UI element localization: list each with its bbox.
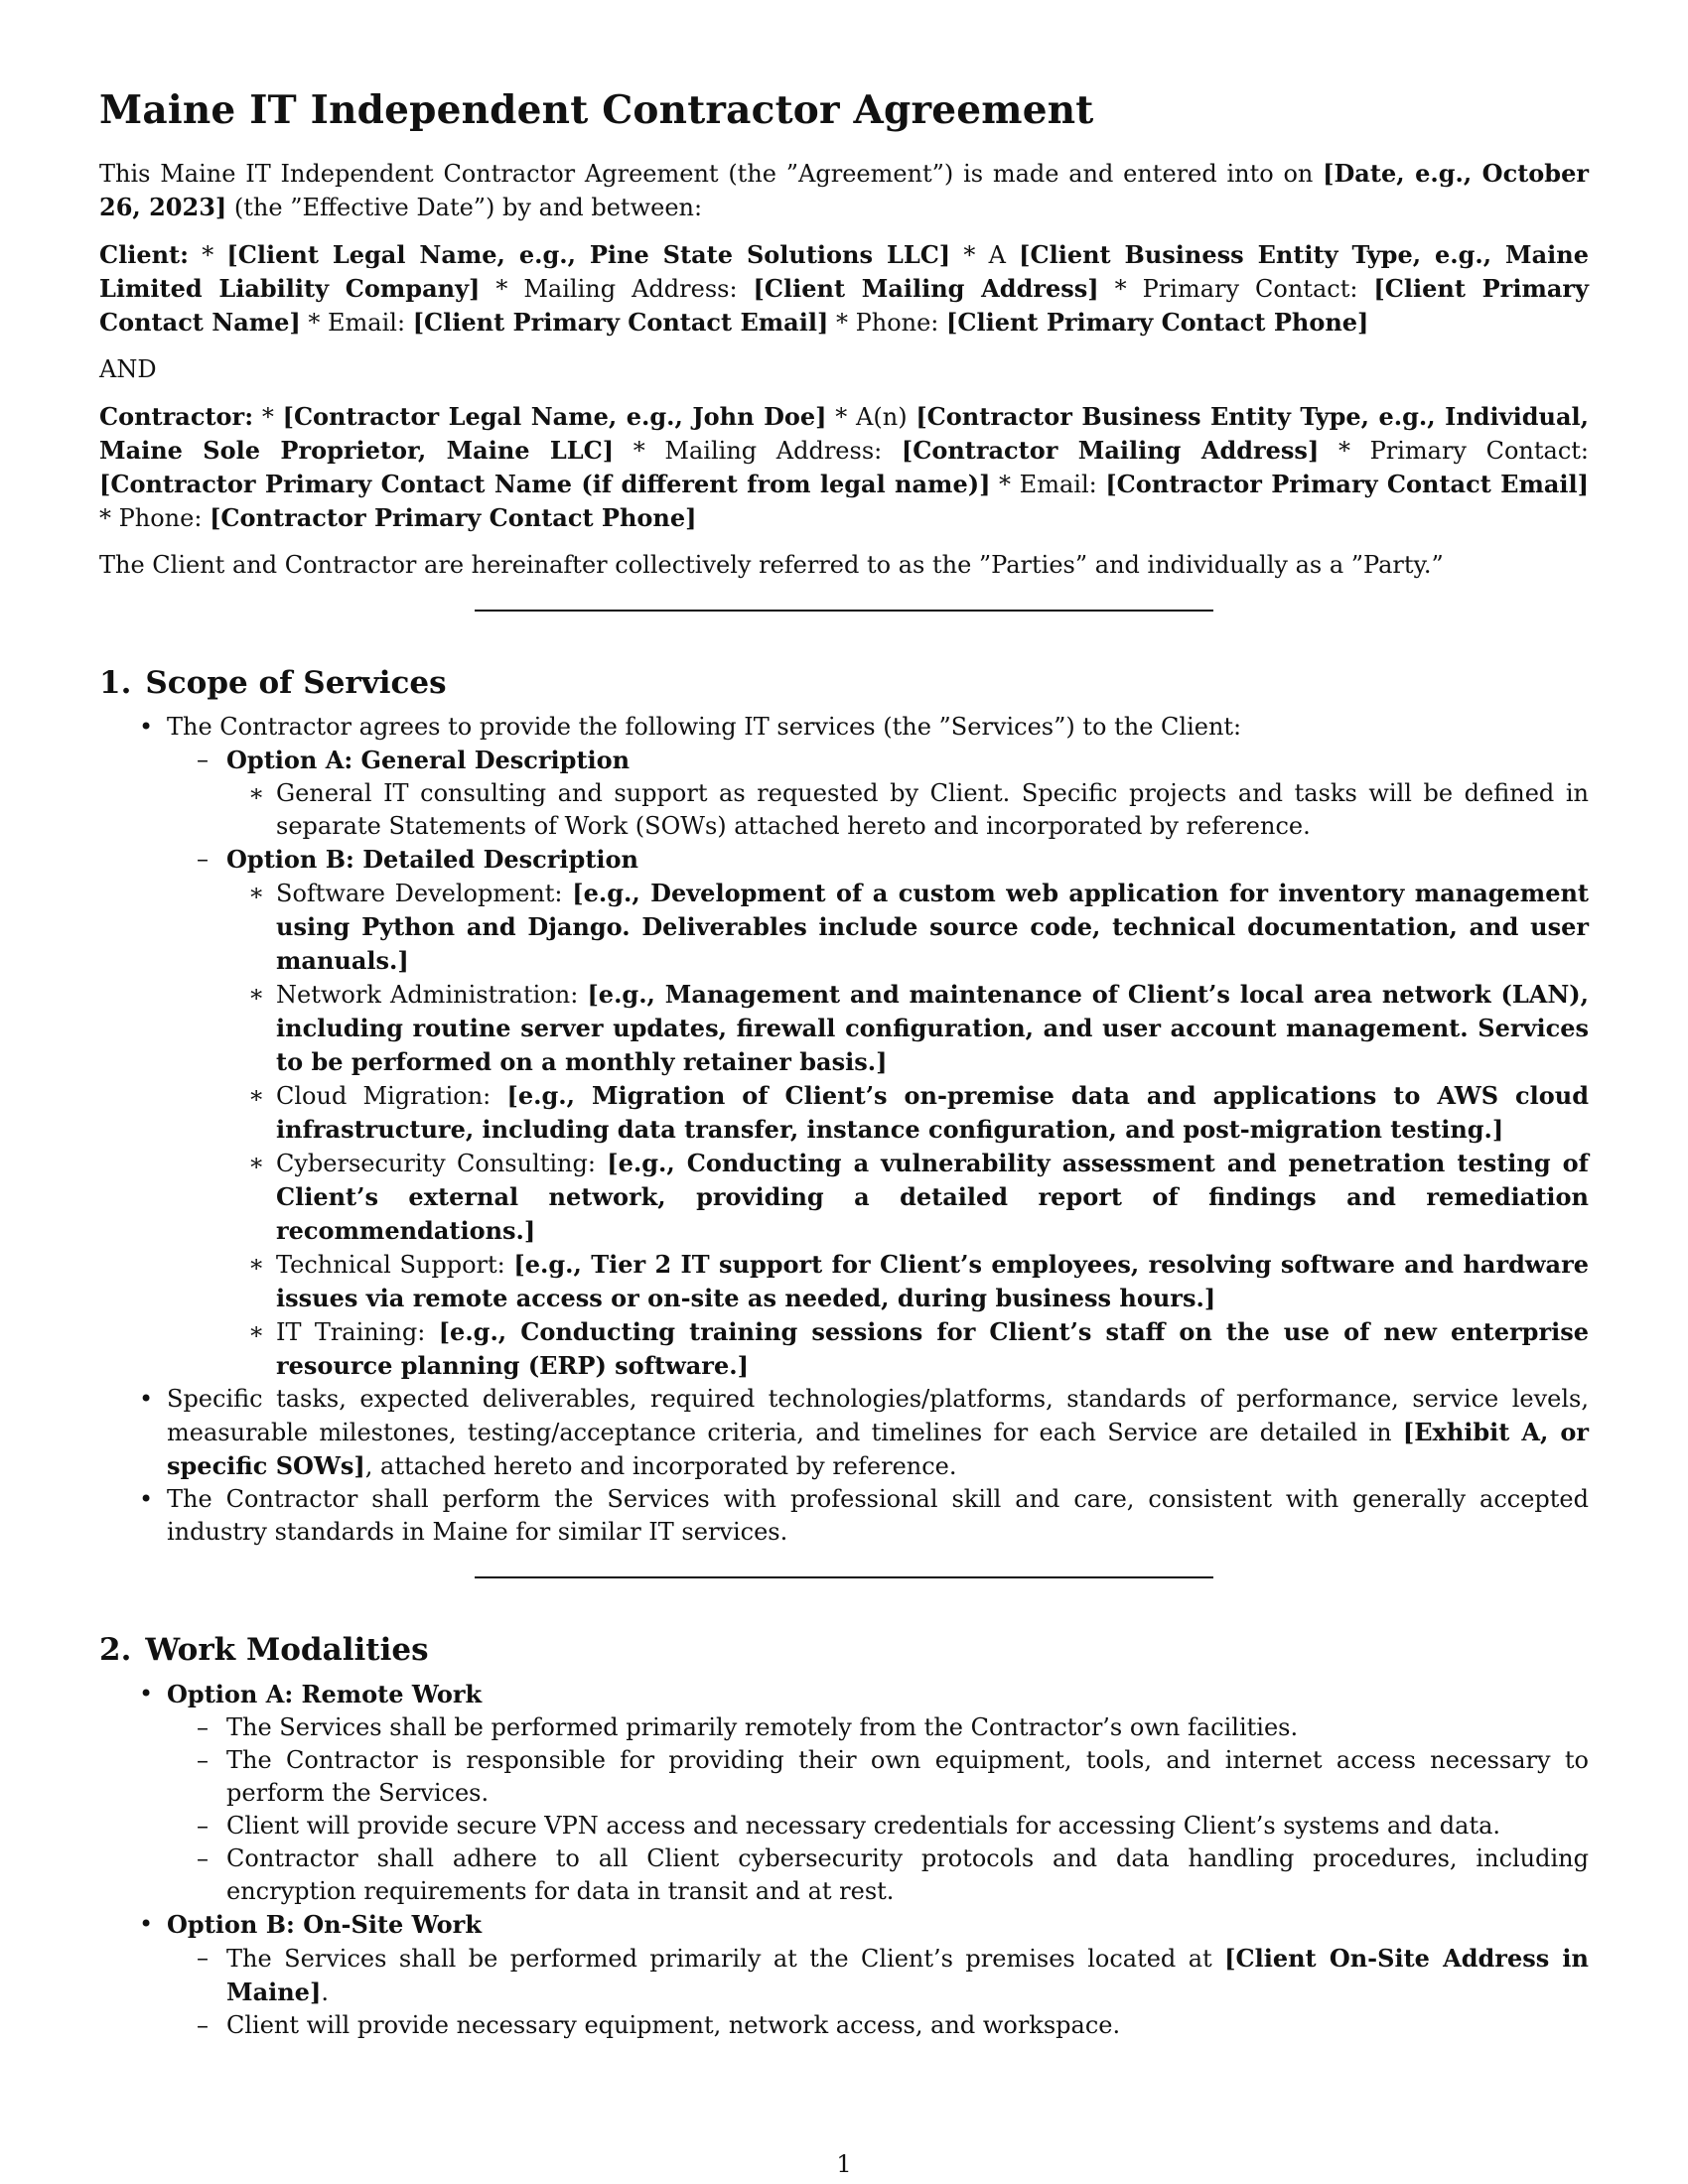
service-name: Cybersecurity Consulting:: [276, 1150, 608, 1177]
service-detail: [e.g., Conducting training sessions for Client’s staff on the use of new enterprise resource planning (ERP) software.]: [276, 1317, 1589, 1380]
exhibit-reference: [Exhibit A, or specific SOWs]: [167, 1418, 1589, 1480]
document-page: [99, 87, 1589, 2042]
and-divider-text: AND: [99, 355, 157, 383]
onsite-work-items: [167, 1942, 1589, 2042]
contractor-sep: * Phone:: [99, 504, 211, 532]
client-phone: [Client Primary Contact Phone]: [946, 308, 1369, 337]
option-label: Option B: Detailed Description: [226, 845, 638, 874]
parties-paragraph: The Client and Contractor are hereinafter collectively referred to as the ”Parties” and individually as a ”Party.”: [99, 551, 1444, 579]
contractor-label: Contractor:: [99, 402, 254, 431]
contractor-name: [Contractor Legal Name, e.g., John Doe]: [282, 402, 827, 431]
client-email: [Client Primary Contact Email]: [412, 308, 829, 337]
list-item: [167, 711, 1589, 1383]
list-item: [167, 1383, 1589, 1483]
section-2-heading: [99, 1632, 1589, 1668]
document-title: Maine IT Independent Contractor Agreement: [99, 87, 1094, 133]
contractor-sep: * Primary Contact:: [1319, 437, 1589, 465]
service-detail: [e.g., Conducting a vulnerability assessment and penetration testing of Client’s external network, providing a detailed report of findings and remediation recommendations.]: [276, 1149, 1589, 1245]
option-a-items: [226, 777, 1589, 843]
contractor-entity: [Contractor Business Entity Type, e.g., Individual, Maine Sole Proprietor, Maine LLC]: [99, 402, 1589, 465]
option-label: Option B: On-Site Work: [167, 1910, 482, 1939]
section-title: Scope of Services: [145, 665, 447, 701]
effective-date-placeholder: [Date, e.g., October 26, 2023]: [99, 159, 1589, 221]
contractor-address: [Contractor Mailing Address]: [901, 436, 1320, 465]
list-item-text: The Contractor agrees to provide the following IT services (the ”Services”) to the Client:: [167, 713, 1242, 741]
contractor-phone: [Contractor Primary Contact Phone]: [210, 503, 697, 532]
list-item: [167, 1678, 1589, 1908]
client-sep: * Email:: [300, 309, 413, 337]
work-modalities-list: [99, 1678, 1589, 2042]
list-item: [276, 1147, 1589, 1248]
contractor-sep: *: [253, 403, 283, 431]
service-detail: [e.g., Development of a custom web application for inventory management using Python and Django. Deliverables include source code, technical documentation, and user manuals.]: [276, 879, 1590, 975]
client-block: [99, 238, 1589, 340]
client-sep: * Primary Contact:: [1098, 275, 1374, 303]
list-item: [226, 744, 1589, 843]
list-item: [276, 978, 1589, 1079]
list-item-text: Specific tasks, expected deliverables, required technologies/platforms, standards of performance, service levels, measurable milestones, testing/acceptance criteria, and timelines for each Service are detailed in: [167, 1385, 1589, 1446]
onsite-address-placeholder: [Client On-Site Address in Maine]: [226, 1944, 1589, 2006]
section-1-heading: [99, 665, 1589, 701]
client-sep: * Phone:: [828, 309, 947, 337]
list-item: [226, 1942, 1589, 2009]
page-number: 1: [836, 2150, 852, 2178]
section-divider: [475, 610, 1213, 612]
remote-work-items: [167, 1711, 1589, 1908]
contractor-contact: [Contractor Primary Contact Name (if different from legal name)]: [99, 470, 991, 498]
option-label: Option A: Remote Work: [167, 1680, 483, 1708]
list-item-text: .: [321, 1979, 329, 2006]
list-item: – Client will provide necessary equipment, network access, and workspace.: [226, 2009, 1589, 2042]
client-sep: * A: [950, 241, 1020, 269]
intro-text: This Maine IT Independent Contractor Agreement (the ”Agreement”) is made and entered into on: [99, 160, 1324, 188]
intro-text-end: (the ”Effective Date”) by and between:: [226, 194, 703, 221]
list-item: – Client will provide secure VPN access and necessary credentials for accessing Client’s systems and data.: [226, 1810, 1589, 1843]
scope-list: [99, 711, 1589, 1549]
list-item: [276, 1248, 1589, 1315]
service-name: Network Administration:: [276, 981, 588, 1009]
list-item: [226, 843, 1589, 1383]
client-sep: *: [189, 241, 227, 269]
section-title: Work Modalities: [145, 1632, 429, 1668]
service-detail: [e.g., Migration of Client’s on-premise data and applications to AWS cloud infrastructure, including data transfer, instance configuration, and post-migration testing.]: [276, 1081, 1589, 1144]
service-name: Software Development:: [276, 880, 573, 907]
intro-paragraph: [99, 157, 1589, 224]
client-sep: * Mailing Address:: [480, 275, 754, 303]
service-name: Cloud Migration:: [276, 1082, 507, 1110]
service-detail: [e.g., Management and maintenance of Client’s local area network (LAN), including routine server updates, firewall configuration, and user account management. Services to be performed on a monthly retainer basis.]: [276, 980, 1589, 1076]
list-item: – The Services shall be performed primarily remotely from the Contractor’s own facilities.: [226, 1711, 1589, 1744]
option-b-items: [226, 877, 1589, 1383]
contractor-email: [Contractor Primary Contact Email]: [1105, 470, 1589, 498]
contractor-block: [99, 400, 1589, 535]
section-number: 1.: [99, 665, 132, 701]
client-name: [Client Legal Name, e.g., Pine State Solutions LLC]: [226, 240, 951, 269]
option-label: Option A: General Description: [226, 746, 631, 774]
service-detail: [e.g., Tier 2 IT support for Client’s employees, resolving software and hardware issues via remote access or on-site as needed, during business hours.]: [276, 1250, 1589, 1312]
list-item: [276, 877, 1589, 978]
contractor-sep: * A(n): [826, 403, 916, 431]
list-item: • The Contractor shall perform the Services with professional skill and care, consistent with generally accepted industry standards in Maine for similar IT services.: [167, 1483, 1589, 1549]
list-item: – The Contractor is responsible for providing their own equipment, tools, and internet access necessary to perform the Services.: [226, 1744, 1589, 1810]
list-item: ∗ General IT consulting and support as requested by Client. Specific projects and tasks will be defined in separate Statements of Work (SOWs) attached hereto and incorporated by reference.: [276, 777, 1589, 843]
contractor-sep: * Mailing Address:: [614, 437, 902, 465]
service-name: IT Training:: [276, 1318, 439, 1346]
section-divider: [475, 1576, 1213, 1578]
scope-options: [167, 744, 1589, 1383]
list-item: [167, 1908, 1589, 2042]
list-item: – Contractor shall adhere to all Client cybersecurity protocols and data handling procedures, including encryption requirements for data in transit and at rest.: [226, 1843, 1589, 1908]
client-entity: [Client Business Entity Type, e.g., Maine Limited Liability Company]: [99, 240, 1590, 303]
list-item: [276, 1079, 1589, 1147]
list-item: [276, 1315, 1589, 1383]
list-item-text: The Services shall be performed primarily at the Client’s premises located at: [226, 1945, 1225, 1973]
contractor-sep: * Email:: [990, 471, 1106, 498]
list-item-text: , attached hereto and incorporated by reference.: [364, 1452, 957, 1480]
service-name: Technical Support:: [276, 1251, 514, 1279]
section-number: 2.: [99, 1632, 132, 1668]
client-label: Client:: [99, 240, 189, 269]
client-contact: [Client Primary Contact Name]: [99, 274, 1589, 337]
client-address: [Client Mailing Address]: [753, 274, 1099, 303]
